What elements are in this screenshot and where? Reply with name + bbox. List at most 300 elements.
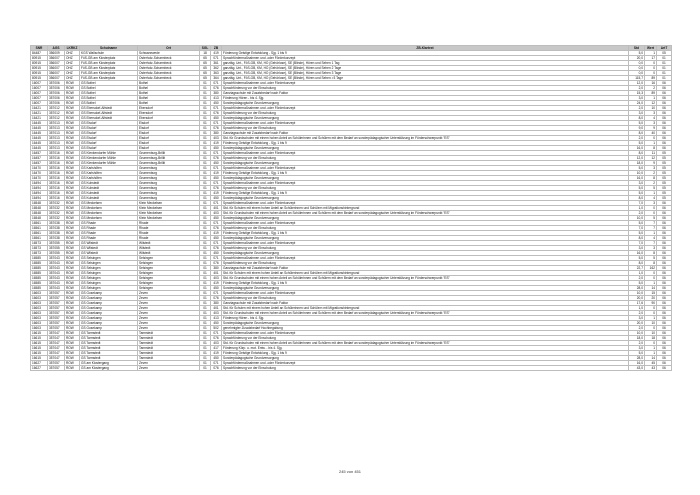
table-cell: 5,0 [629, 221, 645, 226]
table-cell: ROW [65, 101, 80, 106]
table-cell: 06 [657, 131, 672, 136]
table-cell: ROW [65, 181, 80, 186]
table-cell: ROW [65, 341, 80, 346]
table-cell: FöS-GB am Klosterplatz [80, 56, 138, 61]
table-cell: 01 [200, 316, 211, 321]
column-header: SGL [200, 46, 211, 51]
table-cell: 0,0 [629, 66, 645, 71]
table-cell: 380 [211, 301, 222, 306]
table-cell: 4 [645, 196, 657, 201]
table-cell: 16585 [31, 256, 48, 261]
table-cell: 01 [657, 66, 672, 71]
table-cell: ROW [65, 186, 80, 191]
table-cell: 65 [200, 76, 211, 81]
table-cell: ROW [65, 301, 80, 306]
table-cell: Rhade [138, 231, 200, 236]
table-cell: 80915 [31, 66, 48, 71]
table-cell: ROW [65, 201, 80, 206]
table-cell: 01 [200, 151, 211, 156]
table-cell: 16585 [31, 276, 48, 281]
table-cell: Selsingen [138, 271, 200, 276]
table-cell: 403 [211, 311, 222, 316]
column-header: ZB-Klartext [222, 46, 629, 51]
table-cell: 8 [645, 176, 657, 181]
table-cell: 071 [211, 221, 222, 226]
table-cell: 357013 [48, 121, 65, 126]
table-cell: 076 [211, 186, 222, 191]
table-cell: 0 [645, 136, 657, 141]
table-cell: OHZ [65, 61, 80, 66]
table-cell: 01 [200, 101, 211, 106]
table-cell: GS Kuhstedt [80, 196, 138, 201]
table-cell: ROW [65, 216, 80, 221]
table-cell: 06 [657, 286, 672, 291]
table-cell: 1 [645, 351, 657, 356]
table-cell: 06 [657, 96, 672, 101]
table-cell: 357016 [48, 196, 65, 201]
allocation-table [30, 45, 672, 371]
table-cell: 071 [211, 241, 222, 246]
table-cell: OHZ [65, 71, 80, 76]
table-cell: 2,0 [629, 106, 645, 111]
table-cell: ROW [65, 296, 80, 301]
table-cell: GS Klenkendorfer Mühle [80, 156, 138, 161]
table-cell: Std. für Grundschulen mit einem hohen Anteil an Schülerinnen und Schülern mit dem Bedarf an sonderpädagogischer Unterstützung im Förderschwerpunkt "ES" [222, 311, 629, 316]
table-cell: Selsingen [138, 276, 200, 281]
table-cell: ROW [65, 231, 80, 236]
table-cell: 06 [657, 361, 672, 366]
table-cell: Klein Meckelsen [138, 206, 200, 211]
table-cell: GS Ebersdorf-Alfstedt [80, 116, 138, 121]
table-cell: Sprachfördermaßnahmen und -oder Förderkonzept [222, 151, 629, 156]
table-cell: 16457 [31, 151, 48, 156]
table-cell: 357055 [48, 241, 65, 246]
table-cell: 419 [211, 141, 222, 146]
table-cell: 2,0 [629, 211, 645, 216]
table-cell: 80915 [31, 56, 48, 61]
table-cell: 417 [211, 346, 222, 351]
table-cell: 357047 [48, 346, 65, 351]
column-header: ZB [211, 46, 222, 51]
table-cell: 7,0 [629, 201, 645, 206]
table-cell: ganztäg. Unt., FöS-GB, KM, HO (Gehörlose), SE (Blinde), Hören und Sehen 1 Tag [222, 61, 629, 66]
table-cell: 450 [211, 116, 222, 121]
table-cell: GS Elsdorf [80, 131, 138, 136]
table-cell: 115,7 [629, 76, 645, 81]
table-cell: 43 [645, 366, 657, 371]
table-cell: 01 [200, 336, 211, 341]
table-cell: 16603 [31, 321, 48, 326]
table-cell: 7,0 [629, 226, 645, 231]
table-cell: 01 [200, 361, 211, 366]
table-cell: Sonderpädagogische Grundversorgung [222, 101, 629, 106]
table-cell: GS Ebersdorf-Alfstedt [80, 111, 138, 116]
table-cell: 2 [645, 171, 657, 176]
table-cell: 1 [645, 281, 657, 286]
table-cell: 401 [211, 271, 222, 276]
table-cell: Klein Meckelsen [138, 216, 200, 221]
table-cell: Sonderpädagogische Grundversorgung [222, 161, 629, 166]
table-cell: 05 [657, 191, 672, 196]
table-cell: 01 [200, 276, 211, 281]
table-cell: 356009 [48, 51, 65, 56]
table-cell: ganztäg. Unt., FöS-GB, KM, HO (Gehörlose), SE (Blinde), Hören und Sehen 3 Tage [222, 71, 629, 76]
table-cell: 15,3 [629, 91, 645, 96]
table-cell: 356007 [48, 56, 65, 61]
table-cell: Sprachförderung vor der Einschulung [222, 86, 629, 91]
table-cell: GS Gosekamp [80, 326, 138, 331]
table-cell: 06 [657, 341, 672, 346]
table-cell: ROW [65, 336, 80, 341]
table-cell: 0 [645, 311, 657, 316]
table-cell: 17 [645, 56, 657, 61]
table-cell: Sprachfördermaßnahmen und -oder Förderkonzept [222, 291, 629, 296]
table-cell: 8 [645, 146, 657, 151]
table-cell: 01 [200, 256, 211, 261]
table-cell: 3,0 [629, 316, 645, 321]
table-cell: Sprachfördermaßnahmen und -oder Förderkonzept [222, 201, 629, 206]
table-cell: KGS Wallschule [80, 51, 138, 56]
table-cell: 10 [645, 321, 657, 326]
table-cell: 06 [657, 221, 672, 226]
table-cell: 3 [645, 166, 657, 171]
table-cell: 89 [645, 91, 657, 96]
table-cell: ROW [65, 356, 80, 361]
table-cell: GS Wilstedt [80, 241, 138, 246]
table-cell: 01 [200, 176, 211, 181]
table-cell: 16561 [31, 236, 48, 241]
table-cell: Elsdorf [138, 121, 200, 126]
table-cell: Zeven [138, 306, 200, 311]
table-cell: ROW [65, 91, 80, 96]
table-cell: ROW [65, 346, 80, 351]
table-cell: FöS-GB am Klosterplatz [80, 61, 138, 66]
table-cell: 01 [200, 196, 211, 201]
table-cell: 357012 [48, 116, 65, 121]
table-cell: 357047 [48, 331, 65, 336]
table-cell: 357057 [48, 316, 65, 321]
table-cell: 01 [200, 271, 211, 276]
table-cell: 357055 [48, 251, 65, 256]
table-cell: Ganztagsschule mit Zusatzbedarf nach Faktor [222, 131, 629, 136]
table-cell: ROW [65, 281, 80, 286]
table-cell: GS Selsingen [80, 281, 138, 286]
table-cell: 01 [200, 111, 211, 116]
table-cell: 071 [211, 256, 222, 261]
table-cell: 357047 [48, 351, 65, 356]
table-cell: GS Elsdorf [80, 126, 138, 131]
table-cell: 3 [645, 111, 657, 116]
table-cell: 076 [211, 336, 222, 341]
table-cell: 16470 [31, 176, 48, 181]
table-cell: 2,0 [629, 86, 645, 91]
table-cell: 16007 [31, 86, 48, 91]
table-cell: Sprachfördermaßnahmen und -oder Förderkonzept [222, 121, 629, 126]
table-cell: 16494 [31, 191, 48, 196]
table-cell: Ganztagsschule mit Zusatzbedarf nach Faktor [222, 91, 629, 96]
table-cell: 01 [200, 311, 211, 316]
table-cell: 357057 [48, 301, 65, 306]
table-cell: 06 [657, 136, 672, 141]
table-cell: 89 [645, 76, 657, 81]
table-cell: 357057 [48, 321, 65, 326]
table-cell: 43,0 [629, 366, 645, 371]
table-cell: GS Elsdorf [80, 141, 138, 146]
table-cell: 10,0 [629, 216, 645, 221]
table-cell: 16561 [31, 231, 48, 236]
table-cell: Sprachfördermaßnahmen und -oder Förderkonzept [222, 221, 629, 226]
table-cell: 2,0 [629, 136, 645, 141]
table-cell: Sprachförderung vor der Einschulung [222, 126, 629, 131]
table-cell: 357055 [48, 246, 65, 251]
table-cell: Osterholz-Scharmbeck [138, 76, 200, 81]
table-cell: Std. für Grundschulen mit einem hohen Anteil an Schülerinnen und Schülern mit dem Bedarf an sonderpädagogischer Unterstützung im Förderschwerpunkt "ES" [222, 211, 629, 216]
table-cell: 16573 [31, 251, 48, 256]
table-cell: ROW [65, 306, 80, 311]
table-cell: GS Rhade [80, 231, 138, 236]
table-cell: ROW [65, 116, 80, 121]
table-cell: 419 [211, 231, 222, 236]
table-cell: 01 [200, 126, 211, 131]
table-cell: 16615 [31, 341, 48, 346]
table-cell: 16585 [31, 286, 48, 291]
table-cell: 06 [657, 331, 672, 336]
table-cell: 357013 [48, 141, 65, 146]
table-cell: 8,0 [629, 236, 645, 241]
table-cell: 8,0 [629, 261, 645, 266]
table-cell: 8,0 [629, 131, 645, 136]
table-cell: 450 [211, 101, 222, 106]
table-cell: ROW [65, 96, 80, 101]
table-cell: 3,0 [629, 246, 645, 251]
table-cell: 0,0 [629, 71, 645, 76]
table-cell: Sprachförderung vor der Einschulung [222, 296, 629, 301]
table-cell: 3,0 [629, 111, 645, 116]
table-cell: 5 [645, 186, 657, 191]
table-cell: 357012 [48, 111, 65, 116]
table-cell: 16627 [31, 361, 48, 366]
table-cell: ROW [65, 286, 80, 291]
table-cell: Zeven [138, 366, 200, 371]
table-cell: Sprachförderung vor der Einschulung [222, 156, 629, 161]
table-cell: 01 [200, 156, 211, 161]
table-cell: 071 [211, 81, 222, 86]
table-cell: GS Gosekamp [80, 316, 138, 321]
page-number: 245 von 451 [338, 469, 362, 474]
table-cell: Sprachfördermaßnahmen und -oder Förderkonzept [222, 331, 629, 336]
table-cell: Std. für Grundschulen mit einem hohen Anteil an Schülerinnen und Schülern mit dem Bedarf an sonderpädagogischer Unterstützung im Förderschwerpunkt "ES" [222, 276, 629, 281]
table-cell: Sprachförderung vor der Einschulung [222, 366, 629, 371]
table-cell: 419 [211, 51, 222, 56]
table-cell: 1 [645, 231, 657, 236]
table-cell: 419 [211, 281, 222, 286]
table-cell: 2 [645, 86, 657, 91]
table-cell: GS Kuhstedt [80, 181, 138, 186]
table-cell: 01 [200, 106, 211, 111]
table-cell: ROW [65, 111, 80, 116]
table-cell: ROW [65, 191, 80, 196]
table-cell: Std. für Schulen mit einem hohen Anteil an Schülerinnen und Schülern mit Migrationshintergrund [222, 206, 629, 211]
table-cell: FöS-GB am Klosterplatz [80, 76, 138, 81]
table-cell: Elsdorf [138, 146, 200, 151]
table-cell: 01 [200, 321, 211, 326]
table-cell: Förderung Geistige Entwicklung - Sjg. 1 bis 9 [222, 191, 629, 196]
table-cell: 2,0 [629, 276, 645, 281]
table-cell: 5,0 [629, 121, 645, 126]
table-cell: 357047 [48, 356, 65, 361]
table-cell: Elsdorf [138, 141, 200, 146]
table-cell: 16,0 [629, 146, 645, 151]
table-cell: Sprachförderung vor der Einschulung [222, 336, 629, 341]
table-cell: 80915 [31, 61, 48, 66]
table-cell: Osterholz-Scharmbeck [138, 66, 200, 71]
table-cell: GS Selsingen [80, 286, 138, 291]
table-cell: 06 [657, 216, 672, 221]
table-cell: FöS-GB am Klosterplatz [80, 66, 138, 71]
table-cell: GS Wilstedt [80, 246, 138, 251]
table-cell: 357016 [48, 156, 65, 161]
table-cell: 380 [211, 266, 222, 271]
table-cell: 0 [645, 66, 657, 71]
table-cell: 06 [657, 206, 672, 211]
table-cell: Std. für Grundschulen mit einem hohen Anteil an Schülerinnen und Schülern mit dem Bedarf an sonderpädagogischer Unterstützung im Förderschwerpunkt "ES" [222, 136, 629, 141]
table-cell: 5,0 [629, 281, 645, 286]
table-cell: Gnarrenburg [138, 191, 200, 196]
table-cell: 14 [645, 356, 657, 361]
table-cell: 16457 [31, 161, 48, 166]
table-cell: 01 [200, 261, 211, 266]
table-cell: 06 [657, 346, 672, 351]
table-cell: Klein Meckelsen [138, 201, 200, 206]
table-cell: 403 [211, 136, 222, 141]
table-cell: 16615 [31, 331, 48, 336]
table-cell: Wilstedt [138, 251, 200, 256]
table-cell: 16548 [31, 216, 48, 221]
table-cell: 16561 [31, 226, 48, 231]
table-cell: GS Elsdorf [80, 146, 138, 151]
table-cell: GS Tarmstedt [80, 336, 138, 341]
table-cell: 01 [657, 71, 672, 76]
table-cell: Sprachförderung vor der Einschulung [222, 111, 629, 116]
table-cell: 06 [657, 231, 672, 236]
table-cell: 16445 [31, 146, 48, 151]
table-cell: Zeven [138, 326, 200, 331]
table-cell: GS Bothel [80, 101, 138, 106]
table-cell: 3 [645, 201, 657, 206]
table-cell: ROW [65, 241, 80, 246]
table-cell: 01 [200, 181, 211, 186]
table-cell: 01 [200, 301, 211, 306]
table-cell: Sprachfördermaßnahmen und -oder Förderkonzept [222, 241, 629, 246]
table-cell: GS Karlshöfen [80, 171, 138, 176]
table-cell: 450 [211, 161, 222, 166]
table-cell: 20 [645, 296, 657, 301]
table-cell: 01 [200, 96, 211, 101]
table-cell: Rhade [138, 236, 200, 241]
table-cell: GS Klenkendorfer Mühle [80, 161, 138, 166]
table-cell: 12,0 [629, 156, 645, 161]
table-cell: 01 [657, 56, 672, 61]
table-cell: 5,0 [629, 141, 645, 146]
table-cell: 076 [211, 226, 222, 231]
table-cell: 1 [645, 316, 657, 321]
table-cell: GS Wilstedt [80, 251, 138, 256]
table-cell: ROW [65, 316, 80, 321]
table-cell: ganztäg. Unt., FöS-GB, KM, HO (Gehörlose), SE (Blinde), Hören und Sehen >3 Tage [222, 76, 629, 81]
table-cell: 06 [657, 281, 672, 286]
table-cell: 363 [211, 71, 222, 76]
table-cell: Sprachfördermaßnahmen und -oder Förderkonzept [222, 256, 629, 261]
table-cell: Selsingen [138, 261, 200, 266]
table-cell: 3,0 [629, 181, 645, 186]
table-cell: Tarmstedt [138, 336, 200, 341]
table-cell: Rhade [138, 226, 200, 231]
table-cell: 071 [211, 291, 222, 296]
table-cell: ROW [65, 141, 80, 146]
table-cell: 16603 [31, 296, 48, 301]
table-cell: 357016 [48, 161, 65, 166]
table-cell: Sprachfördermaßnahmen und -oder Förderkonzept [222, 166, 629, 171]
table-cell: 0 [645, 306, 657, 311]
table-cell: GS Klenkendorfer Mühle [80, 151, 138, 156]
table-cell: ROW [65, 361, 80, 366]
table-cell: 05 [657, 176, 672, 181]
table-cell: 8,0 [629, 196, 645, 201]
table-cell: Gnarrenburg-Brillit [138, 151, 200, 156]
table-cell: 28,0 [629, 286, 645, 291]
table-cell: Sonderpädagogische Grundversorgung [222, 216, 629, 221]
table-cell: 01 [200, 171, 211, 176]
table-cell: 357032 [48, 211, 65, 216]
column-header: Schulname [80, 46, 138, 51]
table-cell: Zeven [138, 316, 200, 321]
table-cell: ROW [65, 166, 80, 171]
table-cell: 357013 [48, 131, 65, 136]
table-cell: 05 [657, 186, 672, 191]
table-cell: 01 [200, 331, 211, 336]
table-cell: Förderung Geistige Entwicklung - Sjg. 1 bis 9 [222, 351, 629, 356]
table-cell: 16445 [31, 141, 48, 146]
table-cell: 01 [200, 286, 211, 291]
table-cell: 01 [200, 296, 211, 301]
table-cell: Tarmstedt [138, 341, 200, 346]
table-cell: 357032 [48, 206, 65, 211]
table-cell: 06 [657, 291, 672, 296]
table-cell: 65 [200, 61, 211, 66]
table-cell: 450 [211, 236, 222, 241]
table-cell: 357043 [48, 286, 65, 291]
table-cell: 16421 [31, 111, 48, 116]
table-cell: 4 [645, 236, 657, 241]
table-cell: 01 [200, 161, 211, 166]
table-cell: 357013 [48, 126, 65, 131]
table-cell: 06 [657, 211, 672, 216]
table-cell: 18 [645, 336, 657, 341]
table-cell: Klein Meckelsen [138, 211, 200, 216]
table-cell: 3,0 [629, 96, 645, 101]
table-cell: Förderung Geistige Entwicklung - Sjg. 1 bis 9 [222, 231, 629, 236]
table-cell: 357016 [48, 166, 65, 171]
table-cell: 16585 [31, 261, 48, 266]
table-cell: 076 [211, 126, 222, 131]
table-cell: 16494 [31, 186, 48, 191]
table-cell: GS Tarmstedt [80, 341, 138, 346]
table-cell: 11 [645, 151, 657, 156]
table-cell: 362 [211, 66, 222, 71]
table-cell: GS Meckelsen [80, 216, 138, 221]
table-cell: 450 [211, 251, 222, 256]
table-cell: Förderung Geistige Entwicklung - Sjg. 1 bis 9 [222, 281, 629, 286]
